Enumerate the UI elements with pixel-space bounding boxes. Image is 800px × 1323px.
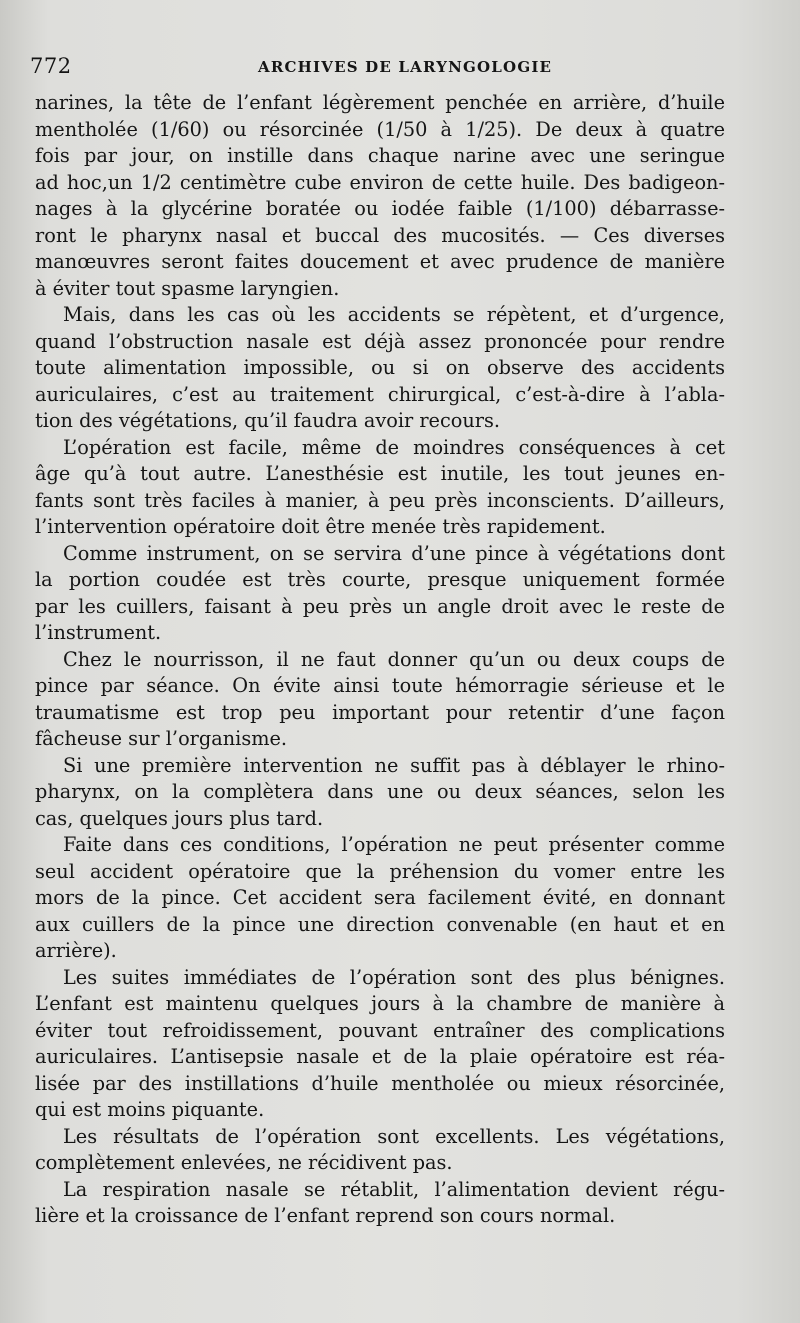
text-line: auriculaires, c’est au traitement chirurgical, c’est-à-dire à l’abla-: [35, 382, 725, 406]
text-line: ront le pharynx nasal et buccal des mucosités. — Ces diverses: [35, 223, 725, 247]
text-line: seul accident opératoire que la préhension du vomer entre les: [35, 859, 725, 883]
text-line: quand l’obstruction nasale est déjà assez prononcée pour rendre: [35, 329, 725, 353]
text-line: âge qu’à tout autre. L’anesthésie est inutile, les tout jeunes en-: [35, 462, 725, 485]
text-line: Comme instrument, on se servira d’une pince à végétations dont: [63, 541, 725, 565]
text-line: manœuvres seront faites doucement et avec prudence de manière: [35, 250, 725, 273]
text-line: fâcheuse sur l’organisme.: [35, 727, 288, 750]
text-line: nages à la glycérine boratée ou iodée faible (1/100) débarrasse-: [35, 197, 725, 220]
text-line: Mais, dans les cas où les accidents se répètent, et d’urgence,: [63, 303, 725, 326]
text-line: aux cuillers de la pince une direction convenable (en haut et en: [35, 912, 725, 936]
text-line: par les cuillers, faisant à peu près un angle droit avec le reste de: [35, 594, 725, 618]
text-line: Les résultats de l’opération sont excellents. Les végétations,: [63, 1124, 725, 1148]
text-line: l’instrument.: [35, 621, 162, 644]
text-line: L’opération est facile, même de moindres conséquences à cet: [63, 435, 725, 459]
text-line: lisée par des instillations d’huile mentholée ou mieux résorcinée,: [35, 1071, 725, 1095]
text-line: mentholée (1/60) ou résorcinée (1/50 à 1/25). De deux à quatre: [35, 117, 725, 141]
text-line: Chez le nourrisson, il ne faut donner qu’un ou deux coups de: [63, 647, 725, 671]
text-line: éviter tout refroidissement, pouvant entraîner des complications: [35, 1018, 725, 1042]
body-text: [35, 90, 725, 1230]
running-title: ARCHIVES DE LARYNGOLOGIE: [258, 58, 553, 76]
page-number: 772: [30, 54, 72, 78]
text-line: arrière).: [35, 939, 117, 962]
text-line: L’enfant est maintenu quelques jours à la chambre de manière à: [35, 992, 725, 1015]
text-line: la portion coudée est très courte, presque uniquement formée: [35, 568, 725, 591]
text-line: l’intervention opératoire doit être menée très rapidement.: [35, 515, 606, 538]
text-line: cas, quelques jours plus tard.: [35, 806, 324, 830]
text-line: toute alimentation impossible, ou si on observe des accidents: [35, 356, 725, 379]
text-line: tion des végétations, qu’il faudra avoir recours.: [35, 409, 501, 432]
text-line: Les suites immédiates de l’opération sont des plus bénignes.: [63, 965, 725, 989]
text-line: lière et la croissance de l’enfant reprend son cours normal.: [35, 1204, 616, 1227]
page-header: [30, 54, 770, 84]
text-line: auriculaires. L’antisepsie nasale et de la plaie opératoire est réa-: [35, 1045, 725, 1068]
text-line: traumatisme est trop peu important pour retentir d’une façon: [35, 700, 725, 724]
text-line: fois par jour, on instille dans chaque narine avec une seringue: [35, 144, 725, 167]
text-line: pharynx, on la complètera dans une ou deux séances, selon les: [35, 780, 725, 803]
text-line: pince par séance. On évite ainsi toute hémorragie sérieuse et le: [35, 674, 725, 697]
text-line: Faite dans ces conditions, l’opération ne peut présenter comme: [63, 833, 725, 856]
text-line: ad hoc,un 1/2 centimètre cube environ de cette huile. Des badigeon-: [35, 170, 725, 194]
text-line: qui est moins piquante.: [35, 1098, 265, 1121]
text-line: Si une première intervention ne suffit pas à déblayer le rhino-: [63, 753, 725, 777]
text-line: complètement enlevées, ne récidivent pas.: [35, 1151, 453, 1174]
text-line: mors de la pince. Cet accident sera facilement évité, en donnant: [35, 886, 725, 909]
text-line: fants sont très faciles à manier, à peu près inconscients. D’ailleurs,: [35, 488, 725, 512]
text-line: La respiration nasale se rétablit, l’alimentation devient régu-: [63, 1177, 725, 1201]
text-line: narines, la tête de l’enfant légèrement penchée en arrière, d’huile: [35, 91, 725, 114]
text-line: à éviter tout spasme laryngien.: [35, 276, 340, 300]
